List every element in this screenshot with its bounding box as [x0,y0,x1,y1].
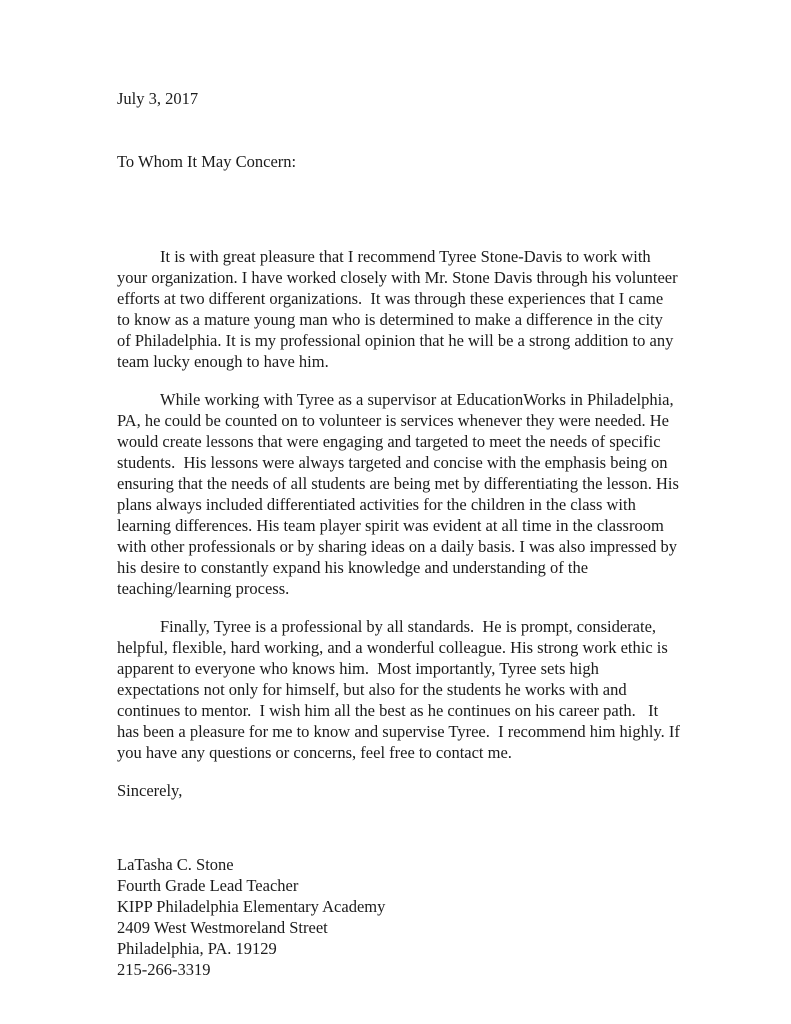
signature-address-street: 2409 West Westmoreland Street [117,918,328,937]
letter-paragraph-introduction: It is with great pleasure that I recommend Tyree Stone-Davis to work with your organization. I have worked closely with Mr. Stone Davis through his volunteer efforts at two different organizations. It was through these experiences that I came to know as a mature young man who is determined to make a difference in the city of Philadelphia. It is my professional opinion that he will be a strong addition to any team lucky enough to have him. [117,247,682,371]
signature-name: LaTasha C. Stone [117,855,234,874]
signature-organization: KIPP Philadelphia Elementary Academy [117,897,386,916]
signature-title: Fourth Grade Lead Teacher [117,876,299,895]
letter-paragraph-conclusion: Finally, Tyree is a professional by all standards. He is prompt, considerate, helpful, flexible, hard working, and a wonderful colleague. His strong work ethic is apparent to everyone who knows him. Most importantly, Tyree sets high expectations not only for himself, but also for the students he works with and continues to mentor. I wish him all the best as he continues on his career path. It has been a pleasure for me to know and supervise Tyree. I recommend him highly. If you have any questions or concerns, feel free to contact me. [117,617,685,762]
signature-phone: 215-266-3319 [117,960,211,979]
letter-salutation: To Whom It May Concern: [117,152,297,171]
letter-paragraph-experience: While working with Tyree as a supervisor at EducationWorks in Philadelphia, PA, he could be counted on to volunteer is services whenever they were needed. He would create lessons that were engaging and targeted to meet the needs of specific students. His lessons were always targeted and concise with the emphasis being on ensuring that the needs of all students are being met by differentiating the lesson. His plans always included differentiated activities for the children in the class with learning differences. His team player spirit was evident at all time in the classroom with other professionals or by sharing ideas on a daily basis. I was also impressed by his desire to constantly expand his knowledge and understanding of the teaching/learning process. [117,390,684,598]
letter-closing: Sincerely, [117,781,183,800]
signature-address-city: Philadelphia, PA. 19129 [117,939,277,958]
letter-date: July 3, 2017 [117,89,199,108]
signature-block [117,854,680,980]
